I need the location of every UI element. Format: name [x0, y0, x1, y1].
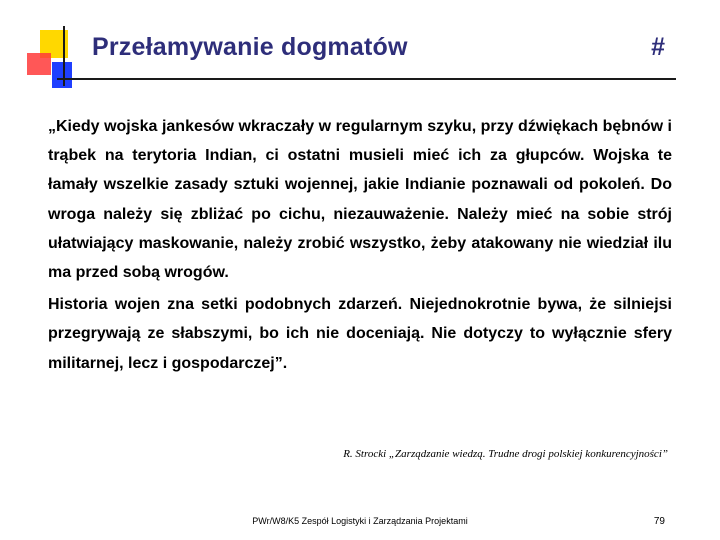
quote-paragraph-1: „Kiedy wojska jankesów wkraczały w regularnym szyku, przy dźwiękach bębnów i trąbek na terytoria Indian, ci ostatni musieli mieć ich za głupców. Wojska te łamały wszelkie zasady sztuki wojennej, jakie Indianie poznawali od pokoleń. Do wroga należy się zbliżać po cichu, niezauważenie. Należy mieć na sobie strój ułatwiający maskowanie, należy zrobić wszystko, żeby atakowany nie wiedział ilu ma przed sobą wrogów.: [48, 118, 672, 282]
slide-title: Przełamywanie dogmatów: [92, 33, 408, 61]
footer-text: PWr/W8/K5 Zespół Logistyki i Zarządzania Projektami: [252, 516, 468, 526]
slide-body: [48, 112, 672, 381]
decorative-vertical-line: [63, 26, 65, 86]
slide-hash-symbol: #: [651, 33, 665, 61]
quote-paragraph-2: Historia wojen zna setki podobnych zdarzeń. Niejednokrotnie bywa, że silniejsi przegrywają ze słabszymi, bo ich nie doceniają. Nie dotyczy to wyłącznie sfery militarnej, lecz i gospodarczej”.: [48, 296, 672, 372]
page-number: 79: [653, 516, 665, 527]
decorative-red-square: [27, 53, 51, 75]
title-underline: [57, 78, 676, 80]
decorative-blue-square: [52, 62, 72, 88]
citation-source: R. Strocki „Zarządzanie wiedzą. Trudne drogi polskiej konkurencyjności”: [343, 448, 668, 460]
